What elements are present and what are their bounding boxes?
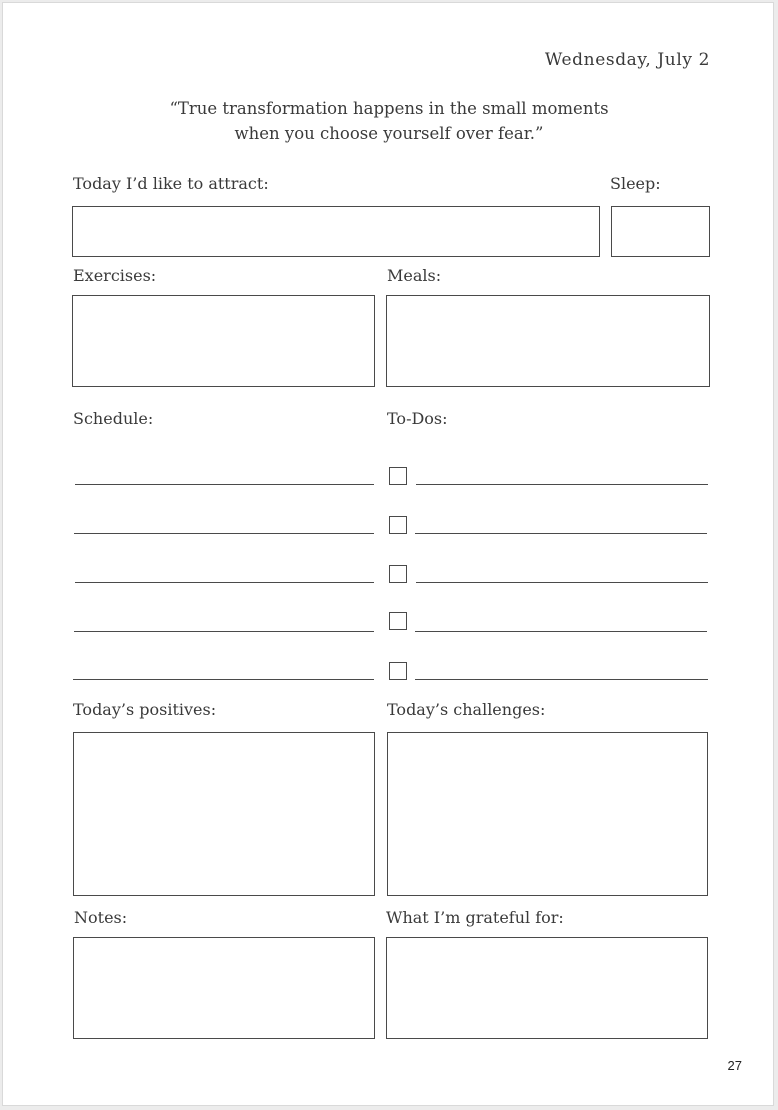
todo-line-5[interactable]: [415, 679, 708, 680]
todo-checkbox-5[interactable]: [389, 662, 407, 680]
todo-checkbox-4[interactable]: [389, 612, 407, 630]
schedule-label: Schedule:: [73, 409, 154, 428]
challenges-label: Today’s challenges:: [387, 700, 546, 719]
todo-checkbox-1[interactable]: [389, 467, 407, 485]
sleep-field[interactable]: [611, 206, 710, 257]
sleep-label: Sleep:: [610, 174, 661, 193]
todos-label: To-Dos:: [387, 409, 448, 428]
todo-line-4[interactable]: [415, 631, 707, 632]
meals-field[interactable]: [386, 295, 710, 387]
schedule-line-2[interactable]: [74, 533, 374, 534]
notes-label: Notes:: [74, 908, 128, 927]
exercises-label: Exercises:: [73, 266, 157, 285]
schedule-line-4[interactable]: [74, 631, 374, 632]
notes-field[interactable]: [73, 937, 375, 1039]
meals-label: Meals:: [387, 266, 442, 285]
schedule-line-1[interactable]: [75, 484, 374, 485]
todo-line-3[interactable]: [416, 582, 708, 583]
todo-line-2[interactable]: [415, 533, 707, 534]
quote-line-1: “True transformation happens in the small moments: [169, 99, 609, 118]
schedule-line-5[interactable]: [73, 679, 374, 680]
grateful-label: What I’m grateful for:: [386, 908, 564, 927]
exercises-field[interactable]: [72, 295, 375, 387]
page-number: 27: [727, 1058, 742, 1073]
todo-checkbox-3[interactable]: [389, 565, 407, 583]
positives-label: Today’s positives:: [73, 700, 217, 719]
schedule-line-3[interactable]: [75, 582, 374, 583]
grateful-field[interactable]: [386, 937, 708, 1039]
todo-checkbox-2[interactable]: [389, 516, 407, 534]
positives-field[interactable]: [73, 732, 375, 896]
attract-label: Today I’d like to attract:: [73, 174, 269, 193]
quote-line-2: when you choose yourself over fear.”: [234, 124, 544, 143]
attract-field[interactable]: [72, 206, 600, 257]
todo-line-1[interactable]: [416, 484, 708, 485]
challenges-field[interactable]: [387, 732, 708, 896]
page-date: Wednesday, July 2: [544, 50, 710, 70]
